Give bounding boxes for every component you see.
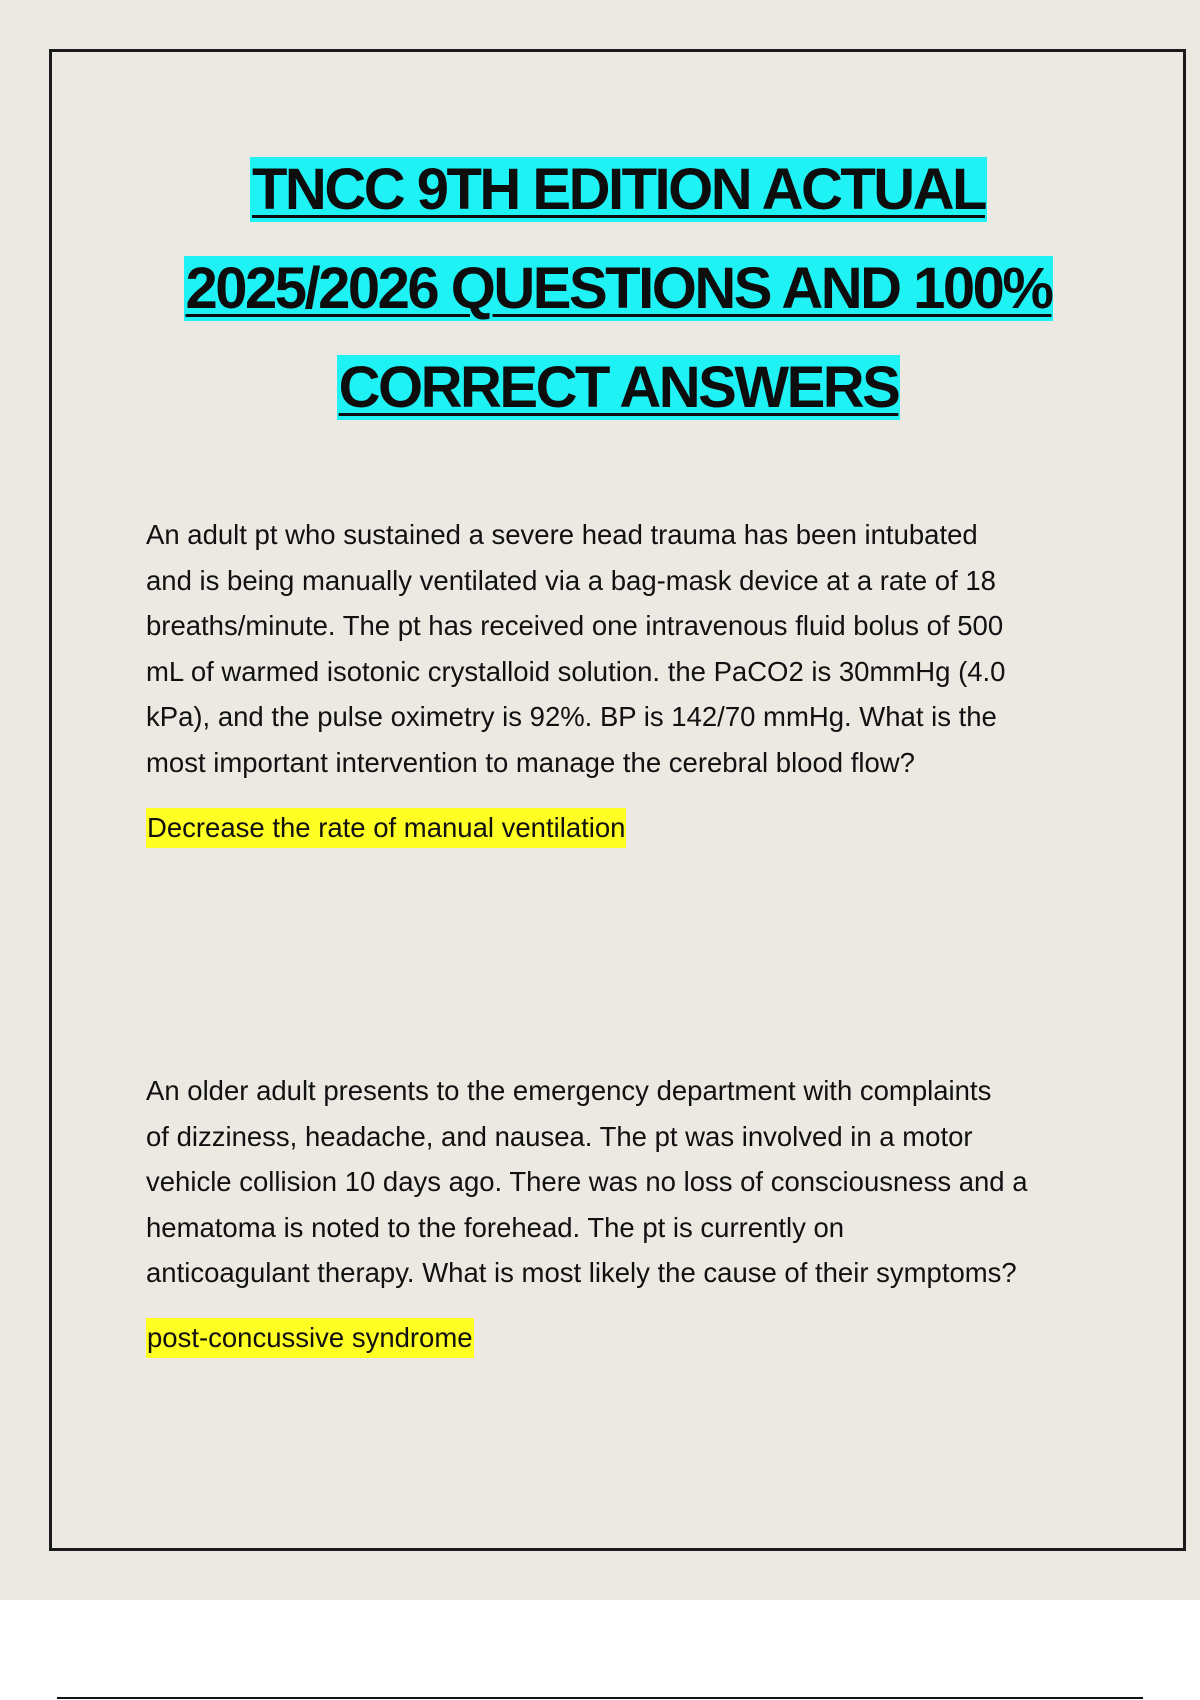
question-1-line: most important intervention to manage the cerebral blood flow? xyxy=(146,746,915,778)
question-1 xyxy=(146,512,1106,785)
title-line-1 xyxy=(0,140,1200,239)
question-1-line: An adult pt who sustained a severe head trauma has been intubated xyxy=(146,519,978,550)
question-1-line: mL of warmed isotonic crystalloid solution. the PaCO2 is 30mmHg (4.0 xyxy=(146,655,1006,687)
question-2-line: An older adult presents to the emergency department with complaints xyxy=(146,1075,992,1106)
title-line-3 xyxy=(0,338,1200,437)
title-text-3: CORRECT ANSWERS xyxy=(338,355,899,420)
question-2 xyxy=(146,1068,1106,1296)
title-text-2: 2025/2026 QUESTIONS AND 100% xyxy=(185,256,1052,321)
bottom-divider xyxy=(57,1697,1143,1699)
question-1-line: breaths/minute. The pt has received one intravenous fluid bolus of 500 xyxy=(146,610,1004,641)
question-2-line: of dizziness, headache, and nausea. The pt was involved in a motor xyxy=(146,1120,973,1152)
title-line-2 xyxy=(0,239,1200,338)
title-text-1: TNCC 9TH EDITION ACTUAL xyxy=(252,157,985,222)
answer-2-highlight: post-concussive syndrome xyxy=(146,1318,474,1358)
question-1-line: and is being manually ventilated via a bag-mask device at a rate of 18 xyxy=(146,564,996,596)
question-1-line: kPa), and the pulse oximetry is 92%. BP is 142/70 mmHg. What is the xyxy=(146,701,997,732)
answer-1-highlight: Decrease the rate of manual ventilation xyxy=(146,808,626,848)
question-2-line: vehicle collision 10 days ago. There was no loss of consciousness and a xyxy=(146,1166,1028,1197)
document-title xyxy=(0,140,1200,437)
question-2-line: hematoma is noted to the forehead. The pt is currently on xyxy=(146,1211,845,1243)
question-2-line: anticoagulant therapy. What is most likely the cause of their symptoms? xyxy=(146,1257,1017,1288)
